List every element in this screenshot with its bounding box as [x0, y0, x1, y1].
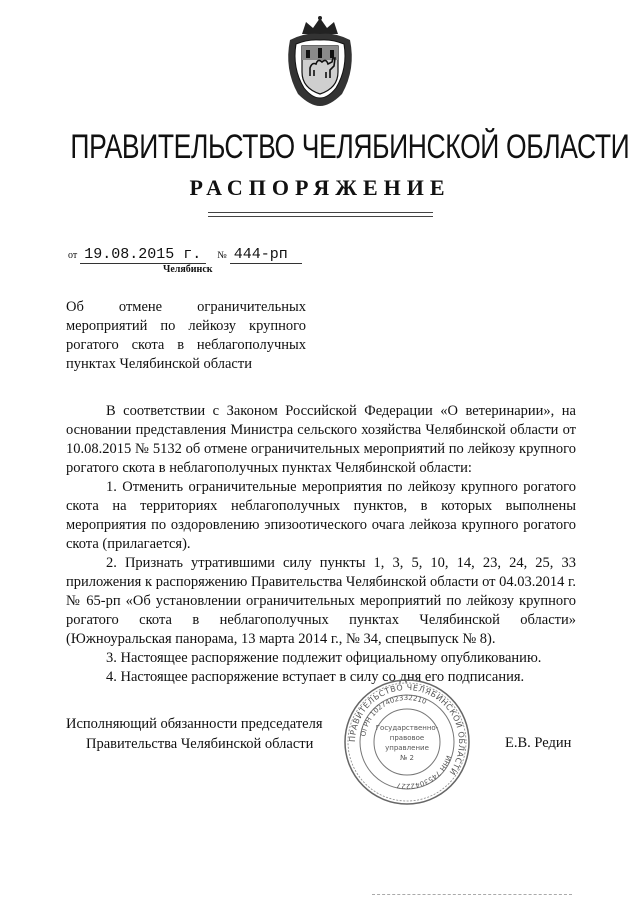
- official-seal-stamp: [343, 678, 471, 806]
- document-city: Челябинск: [163, 264, 213, 275]
- body-paragraph: 3. Настоящее распоряжение подлежит официальному опубликованию.: [106, 650, 542, 666]
- document-body: [66, 402, 576, 687]
- signatory-title: [66, 714, 346, 754]
- bottom-scan-mark: [372, 894, 572, 895]
- header-rule-top: [208, 212, 433, 213]
- seal-ogrn: ОГРН 1027402332210: [359, 693, 428, 738]
- seal-inner-line2: правовое: [389, 734, 425, 742]
- seal-inner-line4: № 2: [400, 754, 414, 762]
- document-meta: [68, 246, 328, 266]
- seal-inn: ИНН 7453042227: [395, 754, 453, 791]
- body-paragraph: 1. Отменить ограничительные мероприятия по лейкозу крупного рогатого скота на территориях неблагополучных пунктов, в которых выполнены мероприятия по оздоровлению эпизоотического очага лейкоза крупного рогатого скота (прилагается).: [66, 479, 576, 552]
- document-type: РАСПОРЯЖЕНИЕ: [189, 175, 451, 200]
- government-title: ПРАВИТЕЛЬСТВО ЧЕЛЯБИНСКОЙ ОБЛАСТИ: [70, 128, 630, 166]
- body-paragraph: В соответствии с Законом Российской Федерации «О ветеринарии», на основании представления Министра сельского хозяйства Челябинской области от 10.08.2015 № 5132 об отмене ограничительных мероприятий по лейкозу крупного рогатого скота в неблагополучных пунктах Челябинской области:: [66, 403, 576, 476]
- coat-of-arms-emblem: [280, 14, 360, 108]
- document-subject: Об отмене ограничительных мероприятий по лейкозу крупного рогатого скота в неблагополучных пунктах Челябинской области: [66, 299, 306, 372]
- signatory-title-line1: Исполняющий обязанности председателя: [66, 716, 323, 732]
- body-paragraph: 4. Настоящее распоряжение вступает в силу со дня его подписания.: [106, 669, 525, 685]
- seal-inner-line3: управление: [385, 744, 429, 752]
- document-number: 444-рп: [230, 246, 302, 264]
- header-rule-bottom: [208, 216, 433, 217]
- seal-outer-text: ПРАВИТЕЛЬСТВО ЧЕЛЯБИНСКОЙ ОБЛАСТИ: [347, 682, 467, 777]
- signatory-name: Е.В. Редин: [505, 735, 572, 751]
- signatory-title-line2: Правительства Челябинской области: [86, 736, 314, 752]
- document-date: 19.08.2015 г.: [80, 246, 206, 264]
- number-label: №: [217, 250, 227, 261]
- seal-inner-line1: Государственно-: [375, 724, 439, 732]
- body-paragraph: 2. Признать утратившими силу пункты 1, 3, 5, 10, 14, 23, 24, 25, 33 приложения к распоряжению Правительства Челябинской области от 04.03.2014 г. № 65-рп «Об установлении ограничительных мероприятий по лейкозу крупного рогатого скота в неблагополучных пунктах Челябинской области» (Южноуральская панорама, 13 марта 2014 г., № 34, спецвыпуск № 8).: [66, 555, 576, 647]
- from-label: от: [68, 250, 78, 261]
